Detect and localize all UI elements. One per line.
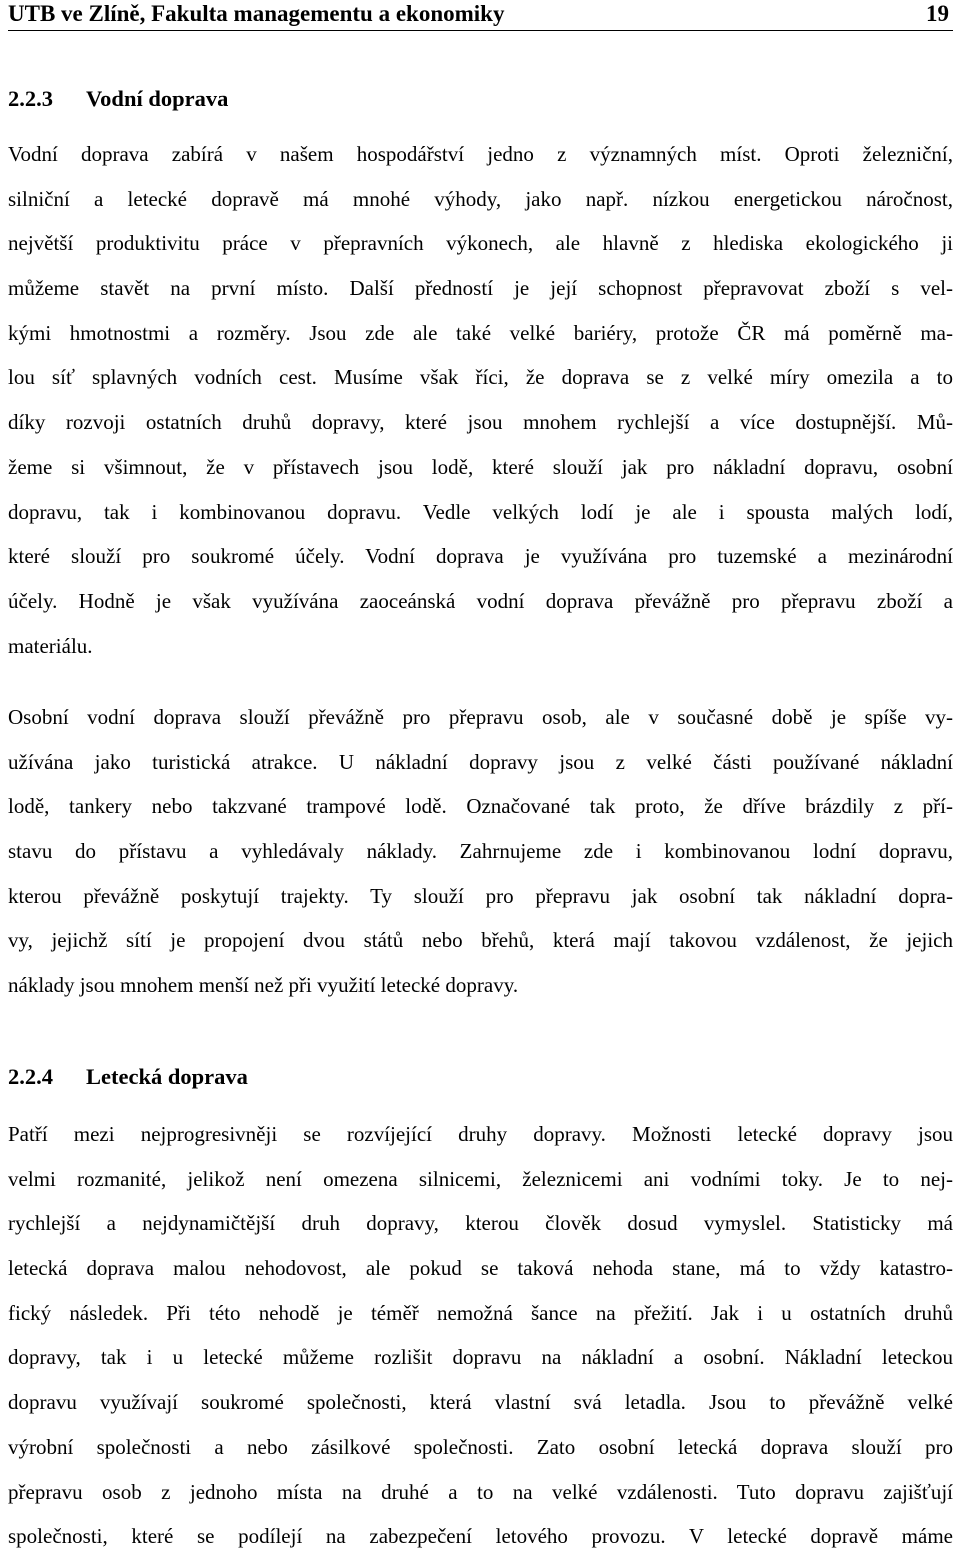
paragraph-vodni-doprava-1 (8, 132, 953, 668)
text-line: Osobní vodní doprava slouží převážně pro přepravu osob, ale v současné době je spíše vy- (8, 705, 953, 729)
text-line: které slouží pro soukromé účely. Vodní doprava je využívána pro tuzemské a mezinárodní (8, 544, 953, 569)
text-line: velmi rozmanité, jelikož není omezena silnicemi, železnicemi ani vodními toky. Je to nej- (8, 1166, 953, 1191)
text-line: užívána jako turistická atrakce. U nákladní dopravy jsou z velké části používané nákladní (8, 749, 953, 774)
text-line: lou síť splavných vodních cest. Musíme však říci, že doprava se z velké míry omezila a to (8, 365, 953, 390)
text-line: stavu do přístavu a vyhledávaly náklady. Zahrnujeme zde i kombinovanou lodní dopravu, (8, 839, 953, 864)
page-header (8, 0, 953, 31)
text-line: rychlejší a nejdynamičtější druh dopravy, kterou člověk dosud vymyslel. Statisticky má (8, 1211, 953, 1236)
text-line: kterou převážně poskytují trajekty. Ty slouží pro přepravu jak osobní tak nákladní dopra- (8, 883, 953, 908)
text-line: přepravu osob z jednoho místa na druhé a to na velké vzdálenosti. Tuto dopravu zajišťují (8, 1479, 953, 1504)
text-line: vy, jejichž sítí je propojení dvou států nebo břehů, která mají takovou vzdálenost, že jejich (8, 928, 953, 953)
text-line: náklady jsou mnohem menší než při využití letecké dopravy. (8, 973, 519, 998)
section-number: 2.2.4 (8, 1064, 53, 1089)
paragraph-vodni-doprava-2 (8, 695, 953, 1008)
text-line: materiálu. (8, 633, 93, 658)
text-line: účely. Hodně je však využívána zaoceánská vodní doprava převážně pro přepravu zboží a (8, 588, 953, 613)
text-line: silniční a letecké dopravě má mnohé výhody, jako např. nízkou energetickou náročnost, (8, 186, 953, 211)
text-line: můžeme stavět na první místo. Další předností je její schopnost přepravovat zboží s vel- (8, 276, 953, 301)
text-line: společnosti, které se podílejí na zabezpečení letového provozu. V letecké dopravě máme (8, 1524, 953, 1549)
text-line: Patří mezi nejprogresivněji se rozvíjející druhy dopravy. Možnosti letecké dopravy jsou (8, 1122, 953, 1146)
section-title: Letecká doprava (86, 1064, 248, 1089)
text-line: největší produktivitu práce v přepravních výkonech, ale hlavně z hlediska ekologického ji (8, 231, 953, 256)
text-line: žeme si všimnout, že v přístavech jsou lodě, které slouží jak pro nákladní dopravu, osobní (8, 454, 953, 479)
text-line: fický následek. Při této nehodě je téměř nemožná šance na přežití. Jak i u ostatních druhů (8, 1300, 953, 1325)
section-title: Vodní doprava (86, 86, 229, 111)
text-line: výrobní společnosti a nebo zásilkové společnosti. Zato osobní letecká doprava slouží pro (8, 1434, 953, 1459)
section-heading-letecka-doprava (8, 1063, 248, 1091)
text-line: kými hmotnostmi a rozměry. Jsou zde ale také velké bariéry, protože ČR má poměrně ma- (8, 320, 953, 345)
section-heading-vodni-doprava (8, 85, 228, 113)
text-line: díky rozvoji ostatních druhů dopravy, které jsou mnohem rychlejší a více dostupnější. Mů- (8, 410, 953, 435)
text-line: Vodní doprava zabírá v našem hospodářství jedno z významných míst. Oproti železniční, (8, 142, 953, 166)
text-line: letecká doprava malou nehodovost, ale pokud se taková nehoda stane, má to vždy katastro- (8, 1256, 953, 1281)
text-line: dopravu, tak i kombinovanou dopravu. Vedle velkých lodí je ale i spousta malých lodí, (8, 499, 953, 524)
section-number: 2.2.3 (8, 86, 53, 111)
page-number: 19 (926, 1, 949, 26)
text-line: dopravu využívají soukromé společnosti, která vlastní svá letadla. Jsou to převážně velké (8, 1390, 953, 1415)
text-line: lodě, tankery nebo takzvané trampové lodě. Označované tak proto, že dříve brázdily z pří- (8, 794, 953, 819)
header-title: UTB ve Zlíně, Fakulta managementu a ekonomiky (8, 1, 505, 26)
paragraph-letecka-doprava-1 (8, 1112, 953, 1559)
text-line: dopravy, tak i u letecké můžeme rozlišit dopravu na nákladní a osobní. Nákladní leteckou (8, 1345, 953, 1370)
